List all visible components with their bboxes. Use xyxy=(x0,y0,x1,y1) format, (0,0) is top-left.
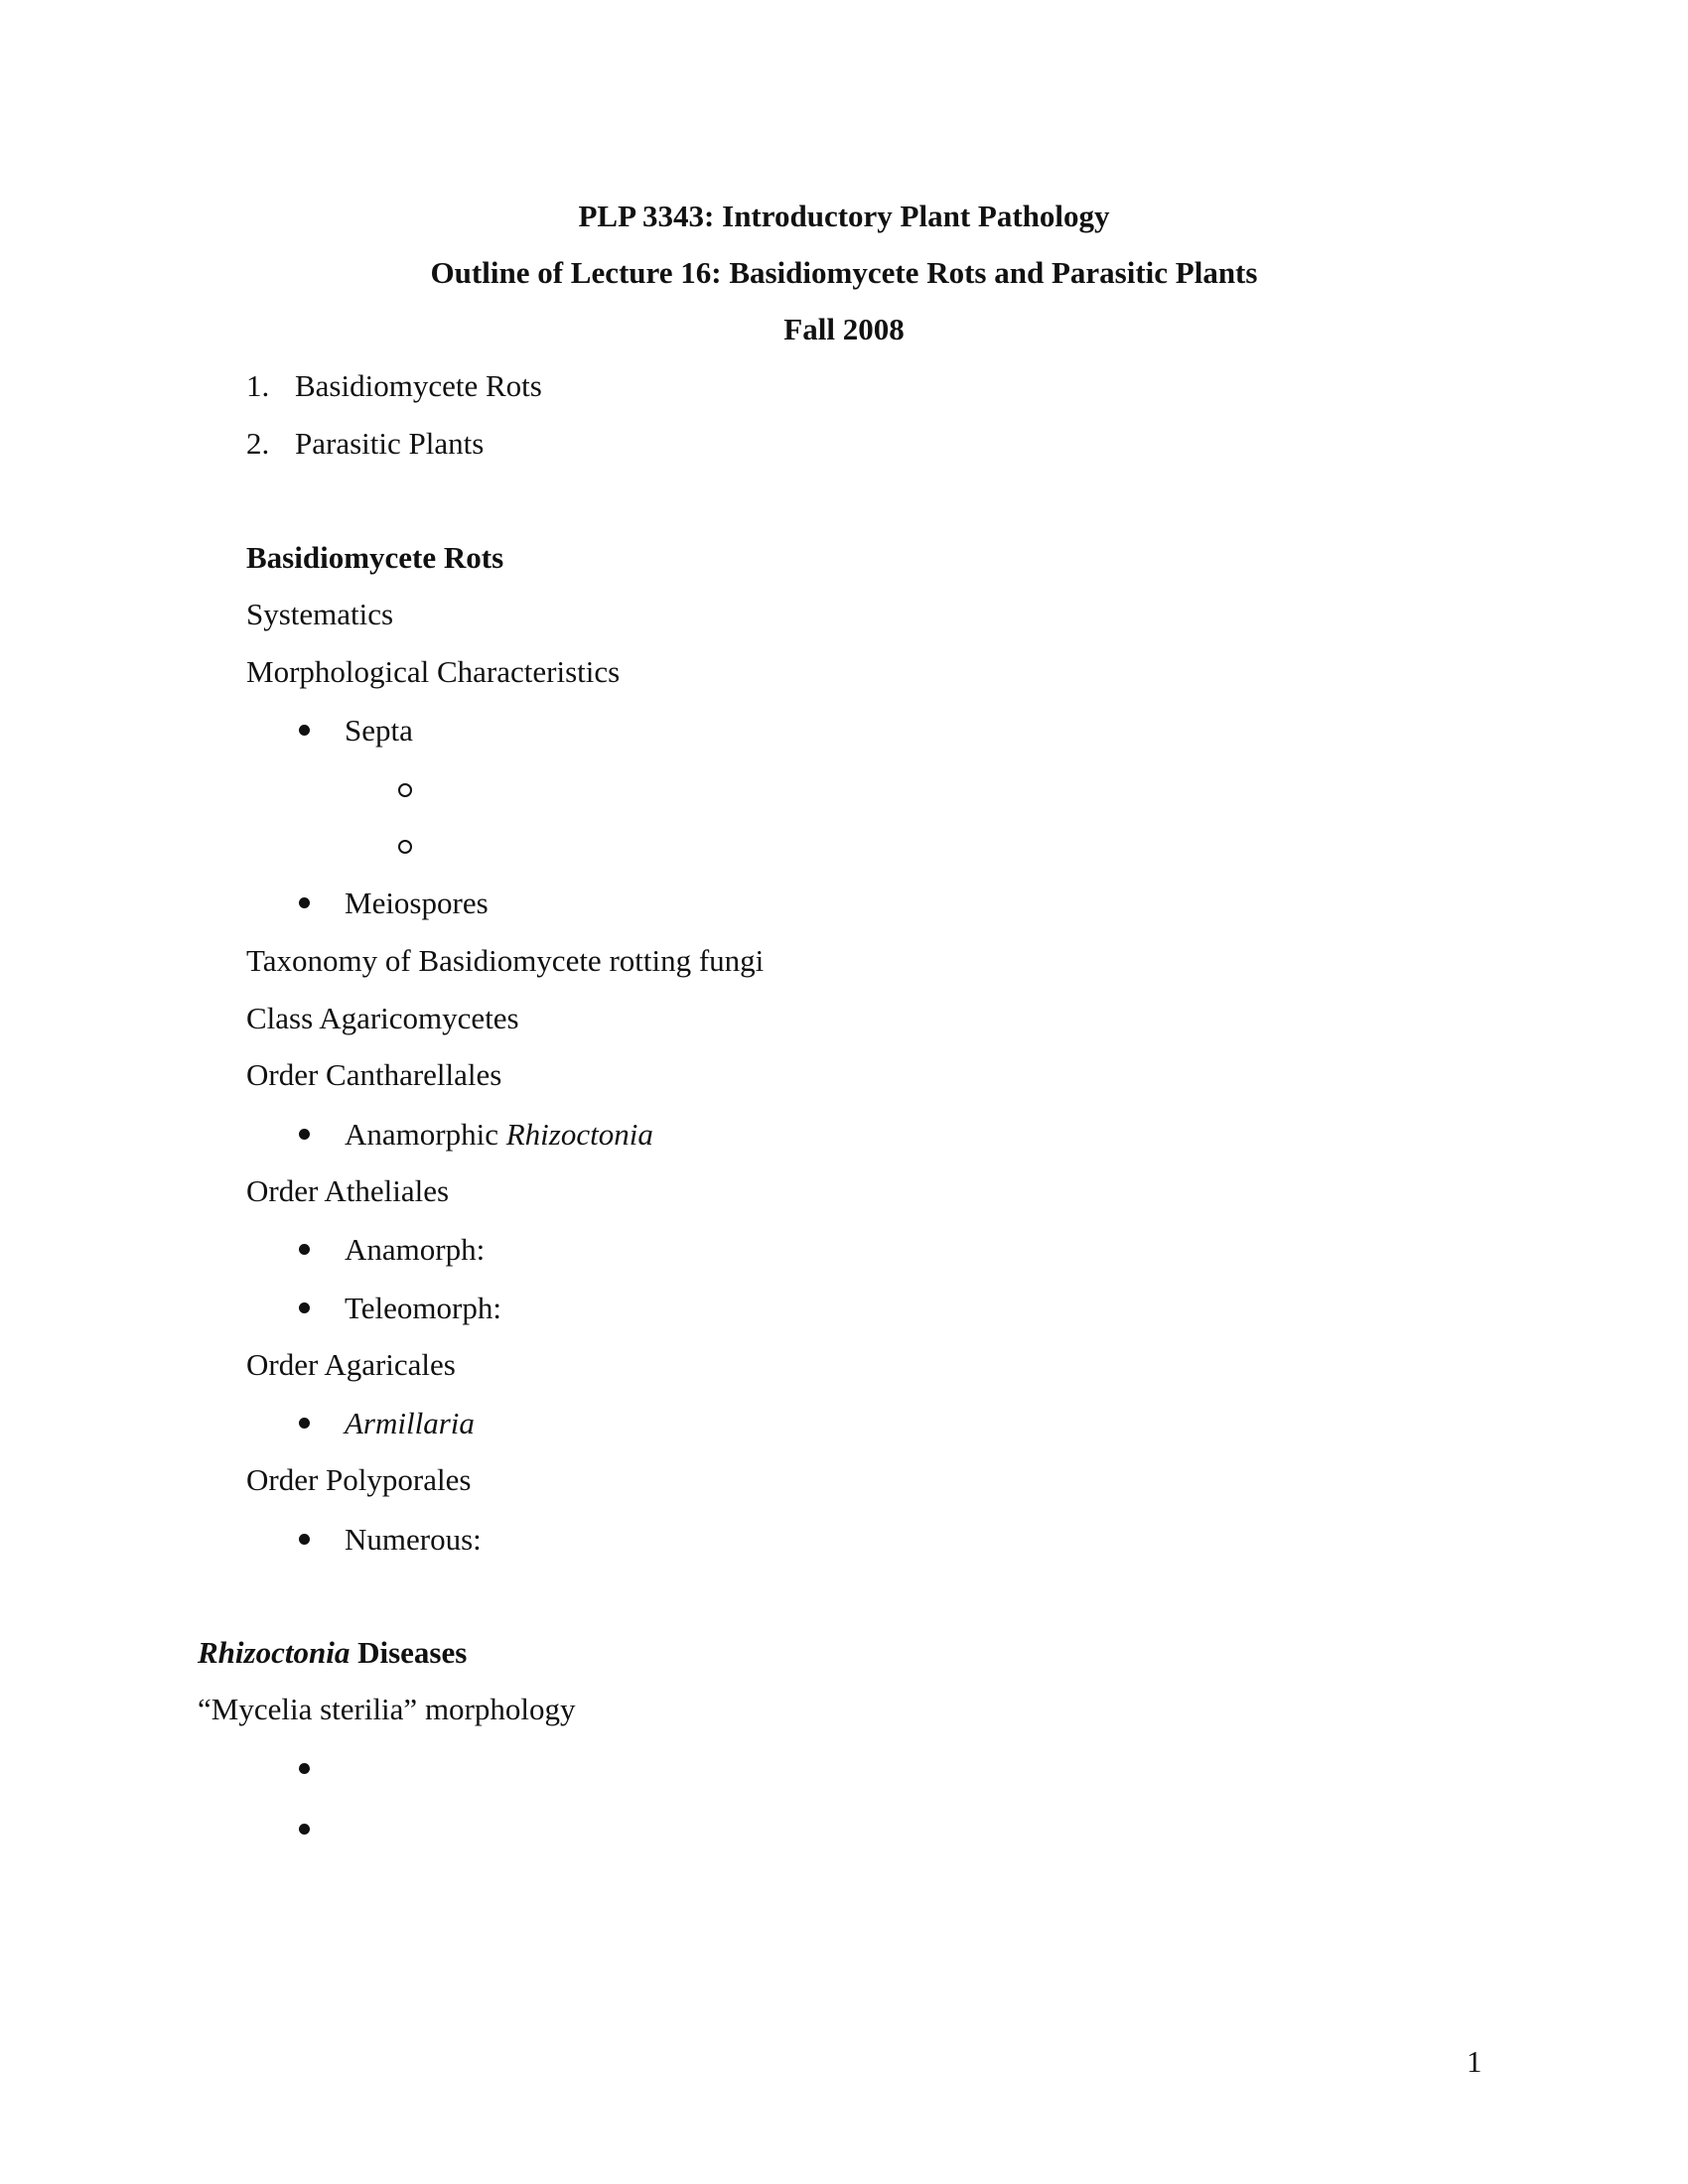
lecture-title: Outline of Lecture 16: Basidiomycete Rots and Parasitic Plants xyxy=(430,255,1258,290)
outline-item-1: Basidiomycete Rots xyxy=(295,368,542,403)
taxonomy-label: Taxonomy of Basidiomycete rotting fungi xyxy=(246,943,765,978)
anamorphic-rhizoctonia-item xyxy=(345,1115,653,1155)
outline-item-2: Parasitic Plants xyxy=(295,426,485,461)
armillaria-item: Armillaria xyxy=(345,1406,475,1440)
septa-item: Septa xyxy=(345,713,413,748)
bullet-icon xyxy=(299,1244,310,1255)
section-heading-rhizoctonia-diseases xyxy=(198,1633,467,1673)
meiospores-item: Meiospores xyxy=(345,886,489,920)
bullet-icon xyxy=(299,1763,310,1774)
rhizoctonia-text: Rhizoctonia xyxy=(505,1117,653,1152)
mycelia-sterilia-label: “Mycelia sterilia” morphology xyxy=(198,1692,576,1726)
numerous-item: Numerous: xyxy=(345,1522,482,1557)
anamorph-item: Anamorph: xyxy=(345,1232,486,1267)
diseases-heading-text: Diseases xyxy=(350,1635,468,1670)
class-agaricomycetes: Class Agaricomycetes xyxy=(246,1001,519,1035)
anamorphic-text: Anamorphic xyxy=(345,1117,506,1152)
hollow-bullet-icon xyxy=(398,783,412,797)
systematics-label: Systematics xyxy=(246,597,394,631)
bullet-icon xyxy=(299,1824,310,1835)
order-atheliales: Order Atheliales xyxy=(246,1173,450,1208)
hollow-bullet-icon xyxy=(398,840,412,854)
bullet-icon xyxy=(299,1129,310,1140)
bullet-icon xyxy=(299,1534,310,1545)
bullet-icon xyxy=(299,1302,310,1313)
page-number: 1 xyxy=(1467,2044,1482,2079)
bullet-icon xyxy=(299,897,310,908)
order-polyporales: Order Polyporales xyxy=(246,1462,472,1497)
course-title: PLP 3343: Introductory Plant Pathology xyxy=(578,199,1110,233)
teleomorph-item: Teleomorph: xyxy=(345,1291,501,1325)
outline-number-1: 1. xyxy=(246,368,270,403)
term: Fall 2008 xyxy=(783,312,905,346)
bullet-icon xyxy=(299,1418,310,1429)
order-cantharellales: Order Cantharellales xyxy=(246,1057,502,1092)
morphological-label: Morphological Characteristics xyxy=(246,654,621,689)
bullet-icon xyxy=(299,725,310,736)
rhizoctonia-heading-italic: Rhizoctonia xyxy=(198,1635,351,1670)
outline-number-2: 2. xyxy=(246,426,270,461)
section-heading-basidiomycete-rots: Basidiomycete Rots xyxy=(246,540,504,575)
order-agaricales: Order Agaricales xyxy=(246,1347,456,1382)
